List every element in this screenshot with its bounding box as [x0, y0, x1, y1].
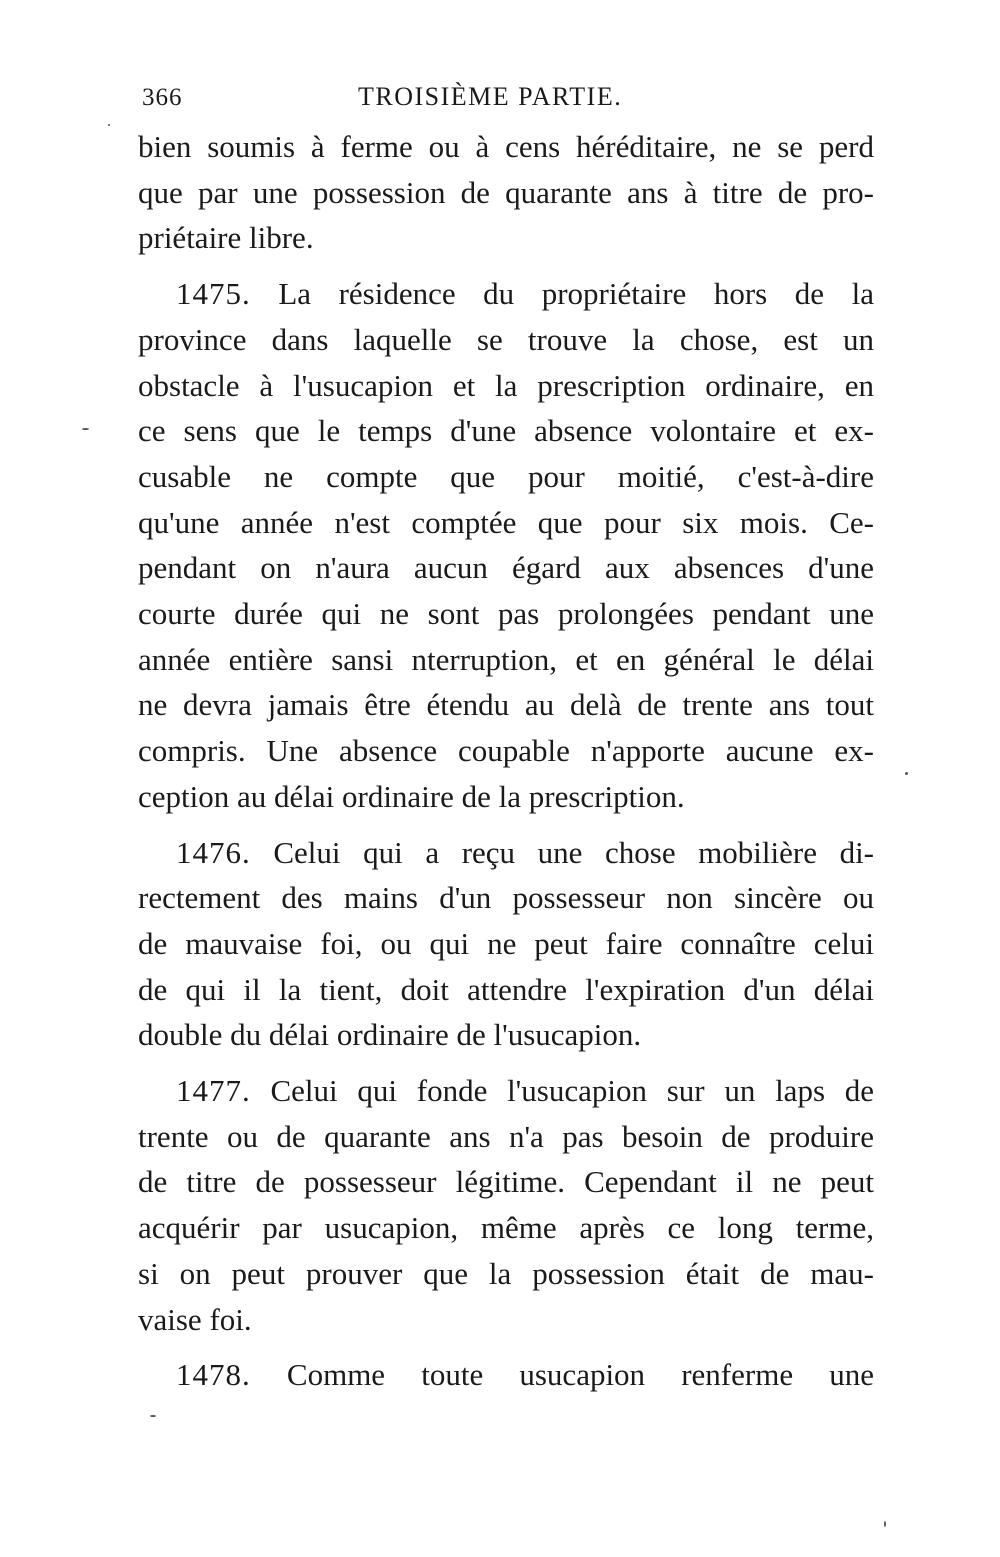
text-line: pendant on n'aura aucun égard aux absences d'une	[138, 550, 874, 586]
text-line: obstacle à l'usucapion et la prescription ordinaire, en	[138, 367, 874, 403]
text-line	[138, 1352, 874, 1398]
page-number: 366	[142, 84, 183, 111]
text-line: année entière sansi nterruption, et en général le délai	[138, 641, 874, 677]
text-line: de titre de possesseur légitime. Cependant il ne peut	[138, 1164, 874, 1200]
text-line: que par une possession de quarante ans à titre de pro-	[138, 174, 874, 210]
text-line: ne devra jamais être étendu au delà de trente ans tout	[138, 687, 874, 723]
text-line: province dans laquelle se trouve la chose, est un	[138, 321, 874, 357]
article-number: 1476.	[176, 834, 251, 870]
text-line-content: Celui qui a reçu une chose mobilière di-	[273, 834, 875, 870]
text-line	[138, 1068, 874, 1114]
text-line: acquérir par usucapion, même après ce long terme,	[138, 1210, 874, 1246]
part-title: TROISIÈME PARTIE.	[358, 82, 623, 111]
text-line: vaise foi.	[138, 1301, 252, 1337]
text-line: de qui il la tient, doit attendre l'expiration d'un délai	[138, 971, 874, 1007]
text-line: priétaire libre.	[138, 220, 314, 256]
paragraph-article-1476	[138, 830, 874, 1059]
article-number: 1475.	[176, 276, 251, 312]
text-line: si on peut prouver que la possession était de mau-	[138, 1255, 874, 1291]
book-page	[138, 78, 874, 1398]
text-line-content: Celui qui fonde l'usucapion sur un laps de	[270, 1073, 875, 1109]
text-line: double du délai ordinaire de l'usucapion.	[138, 1017, 642, 1053]
paragraph-article-1478	[138, 1352, 874, 1398]
text-line: ce sens que le temps d'une absence volontaire et ex-	[138, 413, 874, 449]
text-line-content: Comme toute usucapion renferme une	[286, 1357, 874, 1393]
text-line: qu'une année n'est comptée que pour six mois. Ce-	[138, 504, 874, 540]
running-head	[138, 78, 874, 124]
text-line: compris. Une absence coupable n'apporte aucune ex-	[138, 733, 874, 769]
paragraph-continuation	[138, 124, 874, 261]
article-number: 1477.	[176, 1073, 251, 1109]
text-line: de mauvaise foi, ou qui ne peut faire connaître celui	[138, 925, 874, 961]
paper-speck	[905, 772, 908, 775]
text-line: ception au délai ordinaire de la prescription.	[138, 778, 685, 814]
text-line-content: La résidence du propriétaire hors de la	[278, 276, 874, 312]
text-line: courte durée qui ne sont pas prolongées pendant une	[138, 596, 874, 632]
text-line	[138, 830, 874, 876]
text-line: cusable ne compte que pour moitié, c'est-à-dire	[138, 458, 874, 494]
paper-speck	[884, 1521, 886, 1527]
paragraph-article-1477	[138, 1068, 874, 1342]
text-line: trente ou de quarante ans n'a pas besoin de produire	[138, 1118, 874, 1154]
paper-speck	[150, 1415, 156, 1417]
text-line: bien soumis à ferme ou à cens héréditaire, ne se perd	[138, 129, 874, 164]
article-number: 1478.	[176, 1357, 251, 1393]
paper-speck	[108, 124, 110, 126]
text-line	[138, 271, 874, 317]
paper-speck	[82, 428, 89, 430]
body-text	[138, 124, 874, 1398]
text-line: rectement des mains d'un possesseur non sincère ou	[138, 880, 874, 916]
paragraph-article-1475	[138, 271, 874, 819]
